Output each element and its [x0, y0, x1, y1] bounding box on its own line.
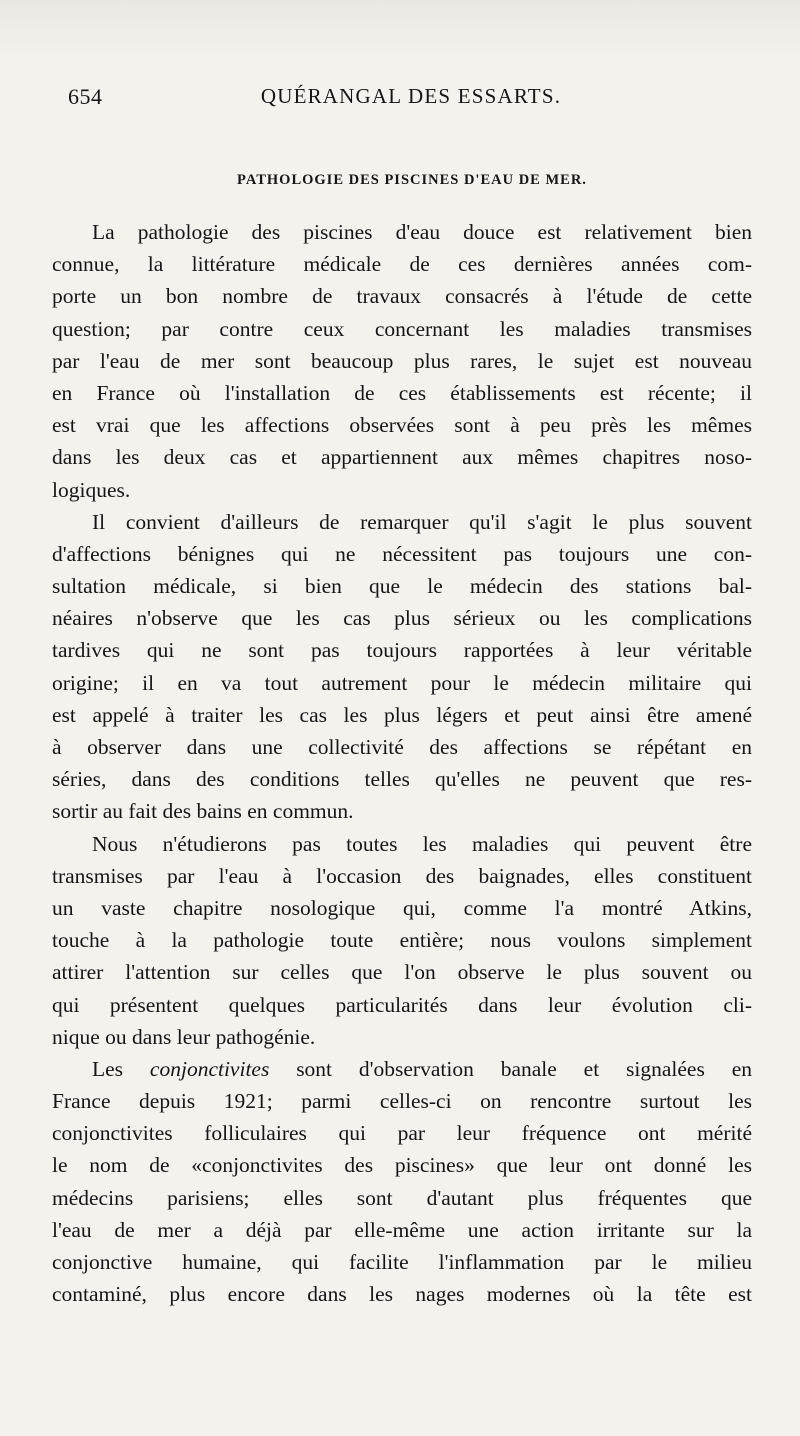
text-line: porte un bon nombre de travaux consacrés à l'étude de cette [52, 284, 752, 309]
text-line: tardives qui ne sont pas toujours rapportées à leur véritable [52, 638, 752, 663]
text-line: conjonctivites folliculaires qui par leur fréquence ont mérité [52, 1121, 752, 1146]
text-segment: Les [92, 1056, 150, 1081]
text-line [52, 1053, 752, 1085]
text-line: nique ou dans leur pathogénie. [52, 1024, 316, 1049]
text-line: attirer l'attention sur celles que l'on observe le plus souvent ou [52, 960, 752, 985]
text-line: logiques. [52, 477, 131, 502]
text-line: en France où l'installation de ces établissements est récente; il [52, 380, 752, 405]
text-line: France depuis 1921; parmi celles-ci on rencontre surtout les [52, 1089, 752, 1114]
text-line: question; par contre ceux concernant les maladies transmises [52, 316, 752, 341]
italic-term: conjonctivites [149, 1056, 270, 1081]
text-line: d'affections bénignes qui ne nécessitent pas toujours une con- [52, 541, 752, 566]
text-line: est appelé à traiter les cas les plus légers et peut ainsi être amené [52, 702, 752, 727]
text-line: Nous n'étudierons pas toutes les maladies qui peuvent être [92, 831, 752, 856]
text-line: Il convient d'ailleurs de remarquer qu'il s'agit le plus souvent [92, 509, 752, 534]
text-line: La pathologie des piscines d'eau douce est relativement bien [92, 220, 752, 244]
text-line: qui présentent quelques particularités dans leur évolution cli- [52, 992, 752, 1017]
text-segment: sont d'observation banale et signalées en [269, 1056, 752, 1081]
section-title: PATHOLOGIE DES PISCINES D'EAU DE MER. [237, 172, 587, 188]
running-header [68, 84, 736, 114]
body-text [52, 216, 752, 1310]
text-line: médecins parisiens; elles sont d'autant plus fréquentes que [52, 1185, 752, 1210]
text-line: l'eau de mer a déjà par elle-même une action irritante sur la [52, 1217, 752, 1242]
text-line: est vrai que les affections observées sont à peu près les mêmes [52, 413, 752, 438]
text-line: conjonctive humaine, qui facilite l'inflammation par le milieu [52, 1250, 752, 1274]
text-line: sultation médicale, si bien que le médecin des stations bal- [52, 574, 752, 599]
text-line: sortir au fait des bains en commun. [52, 799, 354, 824]
text-line: à observer dans une collectivité des affections se répétant en [52, 735, 752, 759]
text-line: transmises par l'eau à l'occasion des baignades, elles constituent [52, 863, 752, 888]
page-number: 654 [68, 84, 103, 109]
text-line: dans les deux cas et appartiennent aux mêmes chapitres noso- [52, 445, 752, 470]
text-line: connue, la littérature médicale de ces dernières années com- [52, 252, 752, 277]
text-line: contaminé, plus encore dans les nages modernes où la tête est [52, 1282, 752, 1307]
text-line: séries, dans des conditions telles qu'elles ne peuvent que res- [52, 767, 752, 792]
text-line: néaires n'observe que les cas plus sérieux ou les complications [52, 606, 752, 631]
text-line: un vaste chapitre nosologique qui, comme l'a montré Atkins, [52, 895, 752, 920]
text-line: par l'eau de mer sont beaucoup plus rares, le sujet est nouveau [52, 348, 752, 373]
running-title: QUÉRANGAL DES ESSARTS. [260, 84, 562, 108]
text-line: touche à la pathologie toute entière; nous voulons simplement [52, 928, 752, 953]
text-line: le nom de «conjonctivites des piscines» que leur ont donné les [52, 1153, 752, 1178]
text-line: origine; il en va tout autrement pour le médecin militaire qui [52, 670, 752, 695]
